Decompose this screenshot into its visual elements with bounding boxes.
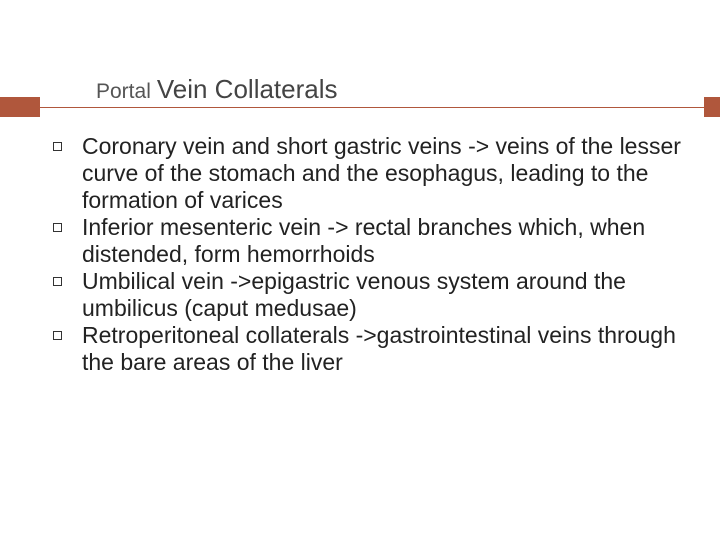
- bullet-text: Retroperitoneal collaterals ->gastrointestinal veins through the bare areas of the liver: [82, 322, 676, 375]
- bullet-text: Inferior mesenteric vein -> rectal branches which, when distended, form hemorrhoids: [82, 214, 646, 267]
- title-accent-bar-right: [704, 97, 720, 117]
- bullet-item: [52, 133, 702, 214]
- bullet-item: [52, 322, 702, 376]
- bullet-item: [52, 214, 702, 268]
- bullet-list: [52, 133, 702, 376]
- slide-title-part-2: Vein Collaterals: [156, 74, 338, 104]
- hollow-square-bullet-icon: [53, 223, 62, 232]
- bullet-text: Umbilical vein ->epigastric venous system around the umbilicus (caput medusae): [82, 268, 626, 321]
- bullet-text: Coronary vein and short gastric veins -> veins of the lesser curve of the stomach and the esophagus, leading to the formation of varices: [82, 133, 681, 213]
- title-accent-bar-left: [0, 97, 40, 117]
- hollow-square-bullet-icon: [53, 277, 62, 286]
- hollow-square-bullet-icon: [53, 142, 62, 151]
- slide-title-part-1: Portal: [96, 80, 151, 103]
- hollow-square-bullet-icon: [53, 331, 62, 340]
- title-divider-line: [40, 107, 704, 108]
- slide-title: [96, 76, 338, 102]
- bullet-item: [52, 268, 702, 322]
